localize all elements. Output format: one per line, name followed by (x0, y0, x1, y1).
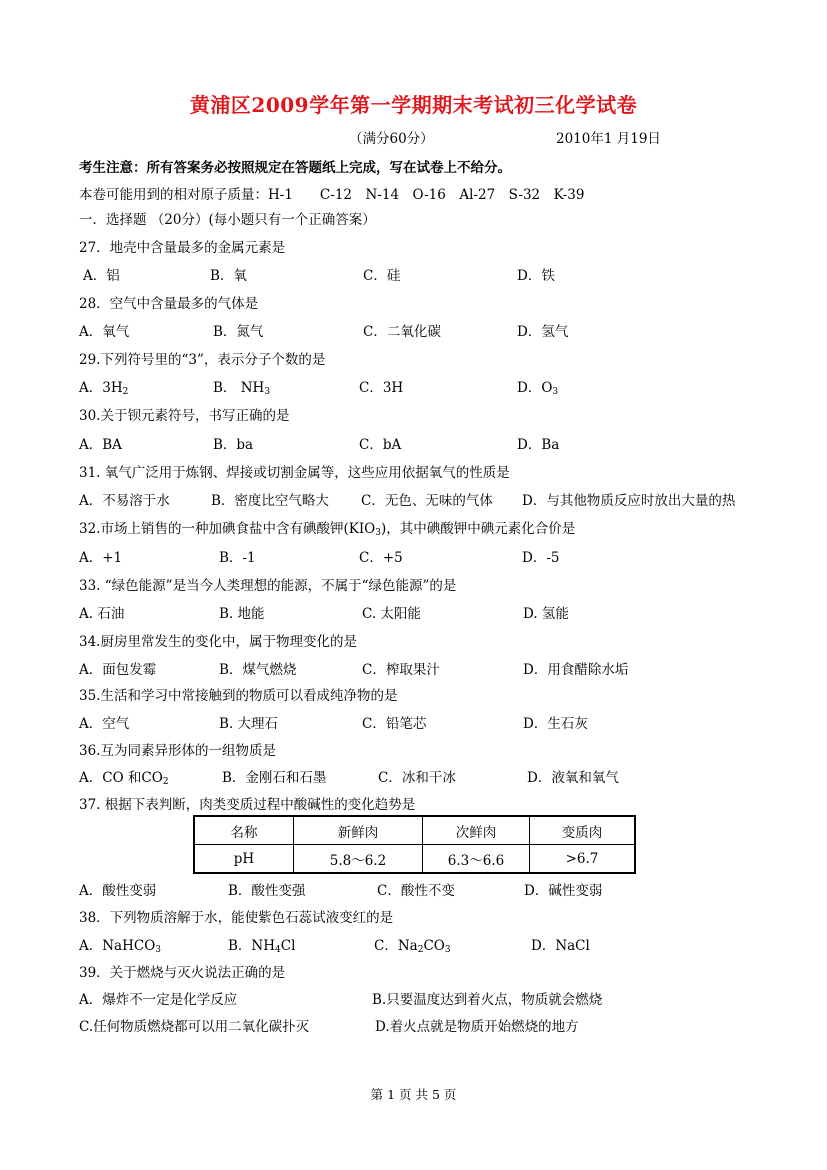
q30-option-a: A．BA (79, 437, 122, 453)
q33-option-b: B. 地能 (219, 606, 265, 622)
q33-option-a: A. 石油 (79, 606, 125, 622)
question-34: 34.厨房里常发生的变化中，属于物理变化的是 (79, 634, 357, 650)
q39-option-c: C.任何物质燃烧都可以用二氧化碳扑灭 (79, 1019, 310, 1035)
table-cell: 新鲜肉 (294, 816, 423, 845)
exam-title: 黄浦区2009学年第一学期期末考试初三化学试卷 (189, 93, 638, 117)
q33-option-d: D. 氢能 (523, 606, 569, 622)
q37-option-b: B．酸性变强 (228, 883, 306, 899)
question-36: 36.互为同素异形体的一组物质是 (79, 743, 276, 759)
q39-option-d: D.着火点就是物质开始燃烧的地方 (375, 1019, 579, 1035)
q34-option-a: A．面包发霉 (79, 662, 157, 678)
q32-option-a: A．+1 (79, 550, 123, 566)
q32-option-c: C．+5 (359, 550, 403, 566)
table-cell: 名称 (194, 816, 294, 845)
section-heading: 一．选择题 （20分）(每小题只有一个正确答案） (79, 212, 376, 228)
q38-option-d: D．NaCl (531, 938, 590, 954)
q38-option-a: A．NaHCO$_3$ (79, 938, 162, 955)
question-31: 31. 氧气广泛用于炼钢、焊接或切割金属等，这些应用依据氧气的性质是 (79, 465, 510, 481)
q31-option-a: A．不易溶于水 (79, 493, 170, 509)
q29-option-b: B． $NH_3$ (213, 380, 271, 397)
atomic-masses: 本卷可能用到的相对原子质量：H-1 C-12 N-14 O-16 Al-27 S-32 K-39 (79, 187, 585, 203)
q29-option-d: D．$O_3$ (517, 380, 559, 397)
table-cell: 变质肉 (530, 816, 636, 845)
q36-option-c: C．冰和干冰 (378, 770, 456, 786)
question-38: 38．下列物质溶解于水，能使紫色石蕊试液变红的是 (79, 910, 394, 926)
q27-option-d: D．铁 (517, 268, 555, 284)
q27-option-b: B．氧 (210, 268, 247, 284)
q31-option-c: C．无色、无味的气体 (361, 493, 493, 509)
q28-option-c: C．二氧化碳 (363, 324, 441, 340)
q33-option-c: C. 太阳能 (362, 606, 421, 622)
q29-option-c: C．3H (359, 380, 404, 396)
q31-option-b: B．密度比空气略大 (211, 493, 329, 509)
q35-option-a: A．空气 (79, 716, 130, 732)
q34-option-c: C．榨取果汁 (362, 662, 440, 678)
question-30: 30.关于钡元素符号，书写正确的是 (79, 408, 290, 424)
question-32: 32.市场上销售的一种加碘食盐中含有碘酸钾$(KIO_3)$，其中碘酸钾中碘元素化合价是 (79, 521, 576, 538)
q28-option-d: D．氢气 (517, 324, 569, 340)
q36-option-d: D．液氧和氧气 (527, 770, 619, 786)
q32-option-b: B．-1 (219, 550, 256, 566)
q34-option-b: B．煤气燃烧 (219, 662, 297, 678)
table-row (194, 845, 635, 874)
q30-option-c: C．bA (359, 437, 402, 453)
notice: 考生注意：所有答案务必按照规定在答题纸上完成，写在试卷上不给分。 (79, 160, 511, 176)
q36-option-b: B．金刚石和石墨 (222, 770, 327, 786)
q39-option-b: B.只要温度达到着火点，物质就会燃烧 (372, 992, 603, 1008)
q35-option-c: C．铅笔芯 (362, 716, 427, 732)
q29-option-a: A．$3H_2$ (79, 380, 129, 397)
table-cell: 次鲜肉 (423, 816, 530, 845)
exam-date: 2010年1 月19日 (556, 131, 661, 147)
question-27: 27．地壳中含量最多的金属元素是 (79, 240, 286, 256)
table-cell: pH (194, 845, 294, 874)
q38-option-b: B．$NH_4Cl$ (228, 938, 296, 955)
q39-option-a: A．爆炸不一定是化学反应 (79, 992, 238, 1008)
q35-option-d: D．生石灰 (523, 716, 588, 732)
question-29: 29.下列符号里的“3”，表示分子个数的是 (79, 352, 326, 368)
q31-option-d: D．与其他物质反应时放出大量的热 (522, 493, 736, 509)
q32-option-d: D．-5 (522, 550, 560, 566)
q27-option-c: C．硅 (363, 268, 401, 284)
question-33: 33. “绿色能源”是当今人类理想的能源，不属于“绿色能源”的是 (79, 578, 457, 594)
table-header-row (194, 816, 635, 845)
q30-option-d: D．Ba (517, 437, 560, 453)
question-37: 37. 根据下表判断，肉类变质过程中酸碱性的变化趋势是 (79, 797, 416, 813)
table-cell: 5.8～6.2 (294, 845, 423, 874)
full-marks: （满分60分） (349, 131, 434, 147)
question-35: 35.生活和学习中常接触到的物质可以看成纯净物的是 (79, 688, 398, 704)
table-cell: >6.7 (530, 845, 636, 874)
ph-table (193, 815, 636, 874)
q28-option-a: A．氧气 (79, 324, 130, 340)
q36-option-a: A．CO 和$CO_2$ (79, 770, 169, 787)
q37-option-a: A．酸性变弱 (79, 883, 157, 899)
q37-option-d: D．碱性变弱 (524, 883, 603, 899)
q30-option-b: B．ba (213, 437, 254, 453)
question-28: 28．空气中含量最多的气体是 (79, 296, 259, 312)
q35-option-b: B. 大理石 (219, 716, 279, 732)
q37-option-c: C．酸性不变 (377, 883, 455, 899)
q28-option-b: B．氮气 (213, 324, 264, 340)
q38-option-c: C．$Na_2CO_3$ (374, 938, 451, 955)
question-39: 39．关于燃烧与灭火说法正确的是 (79, 965, 286, 981)
table-cell: 6.3～6.6 (423, 845, 530, 874)
q34-option-d: D．用食醋除水垢 (523, 662, 629, 678)
page-footer: 第 1 页 共 5 页 (370, 1087, 457, 1102)
q27-option-a: A．铝 (83, 268, 120, 284)
